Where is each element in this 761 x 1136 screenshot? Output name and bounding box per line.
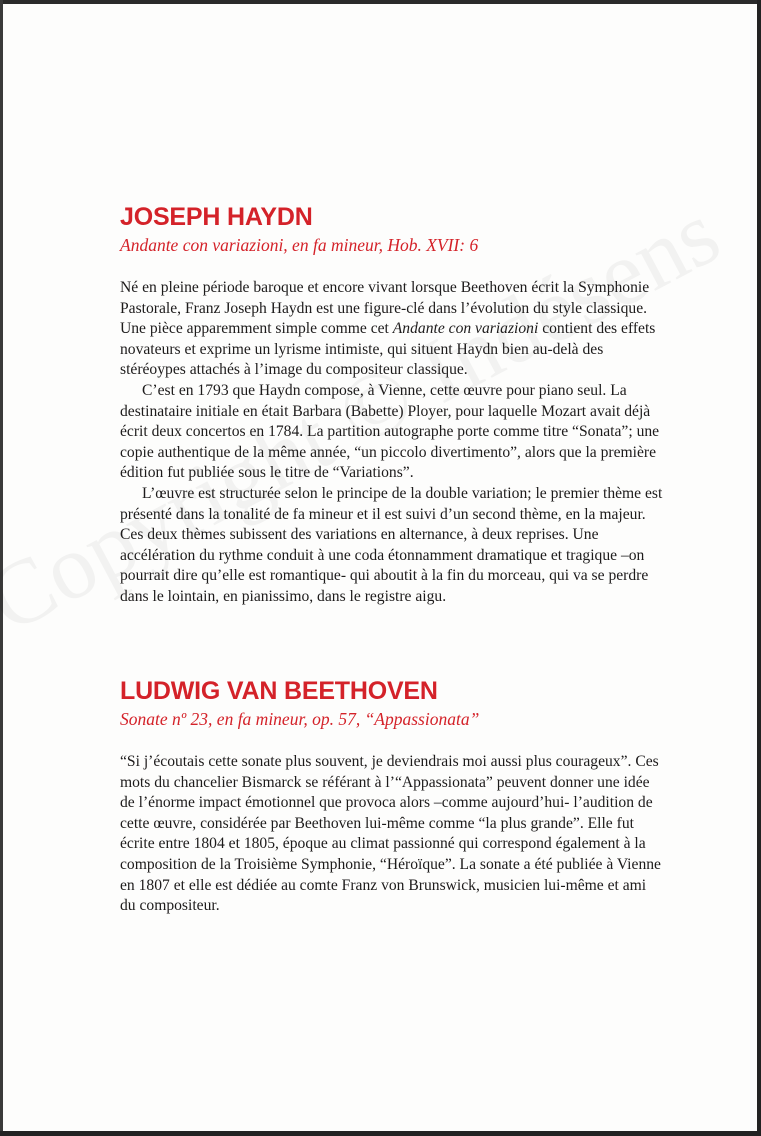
scan-edge-left [0,0,3,1136]
haydn-paragraph-2: C’est en 1793 que Haydn compose, à Vienne, cette œuvre pour piano seul. La destinataire initiale en était Barbara (Babette) Ployer, pour laquelle Mozart avait déjà écrit deux concertos en 1784. La partition autographe porte comme titre “Sonata”; une copie authentique de la même année, “un piccolo divertimento”, alors que la première édition fut publiée sous le titre de “Variations”. [120,381,660,482]
beethoven-work-title: Sonate nº 23, en fa mineur, op. 57, “Appassionata” [120,709,480,729]
haydn-heading: JOSEPH HAYDN [120,203,313,231]
beethoven-heading: LUDWIG VAN BEETHOVEN [120,677,438,705]
scan-edge-bottom [0,1131,761,1136]
scan-edge-right [757,0,761,1136]
beethoven-body [120,752,665,917]
haydn-work-italic: Andante con variazioni [392,320,539,338]
scan-edge-top [0,0,761,4]
haydn-section [120,202,665,608]
haydn-paragraph-1: Né en pleine période baroque et encore vivant lorsque Beethoven écrit la Symphonie Pastorale, Franz Joseph Haydn est une figure-clé dans l’évolution du style classique. Une pièce apparemment simple comme cet Andante con variazioni contient des effets novateurs et exprime un lyrisme intimiste, qui situent Haydn bien au-delà des stéréoypes attachés à l’image du compositeur classique. [120,279,656,379]
haydn-work-title: Andante con variazioni, en fa mineur, Hob. XVII: 6 [120,235,479,255]
beethoven-section [120,676,665,917]
haydn-body [120,278,665,608]
beethoven-paragraph-1: “Si j’écoutais cette sonate plus souvent, je deviendrais moi aussi plus courageux”. Ces mots du chancelier Bismarck se référant à l’“Appassionata” peuvent donner une idée de l’énorme impact émotionnel que provoca alors –comme aujourd’hui- l’audition de cette œuvre, considérée par Beethoven lui-même comme “la plus grande”. Elle fut écrite entre 1804 et 1805, époque au climat passionné qui correspond également à la composition de la Troisième Symphonie, “Héroïque”. La sonate a été publiée à Vienne en 1807 et elle est dédiée au comte Franz von Brunswick, musicien lui-même et ami du compositeur. [120,753,661,915]
haydn-paragraph-3: L’œuvre est structurée selon le principe de la double variation; le premier thème est présenté dans la tonalité de fa mineur et il est suivi d’un second thème, en la majeur. Ces deux thèmes subissent des variations en alternance, à deux reprises. Une accélération du rythme conduit à une coda étonnamment dramatique et tragique –on pourrait dire qu’elle est romantique- qui aboutit à la fin du morceau, qui va se perdre dans le lointain, en pianissimo, dans le registre aigu. [120,484,663,605]
